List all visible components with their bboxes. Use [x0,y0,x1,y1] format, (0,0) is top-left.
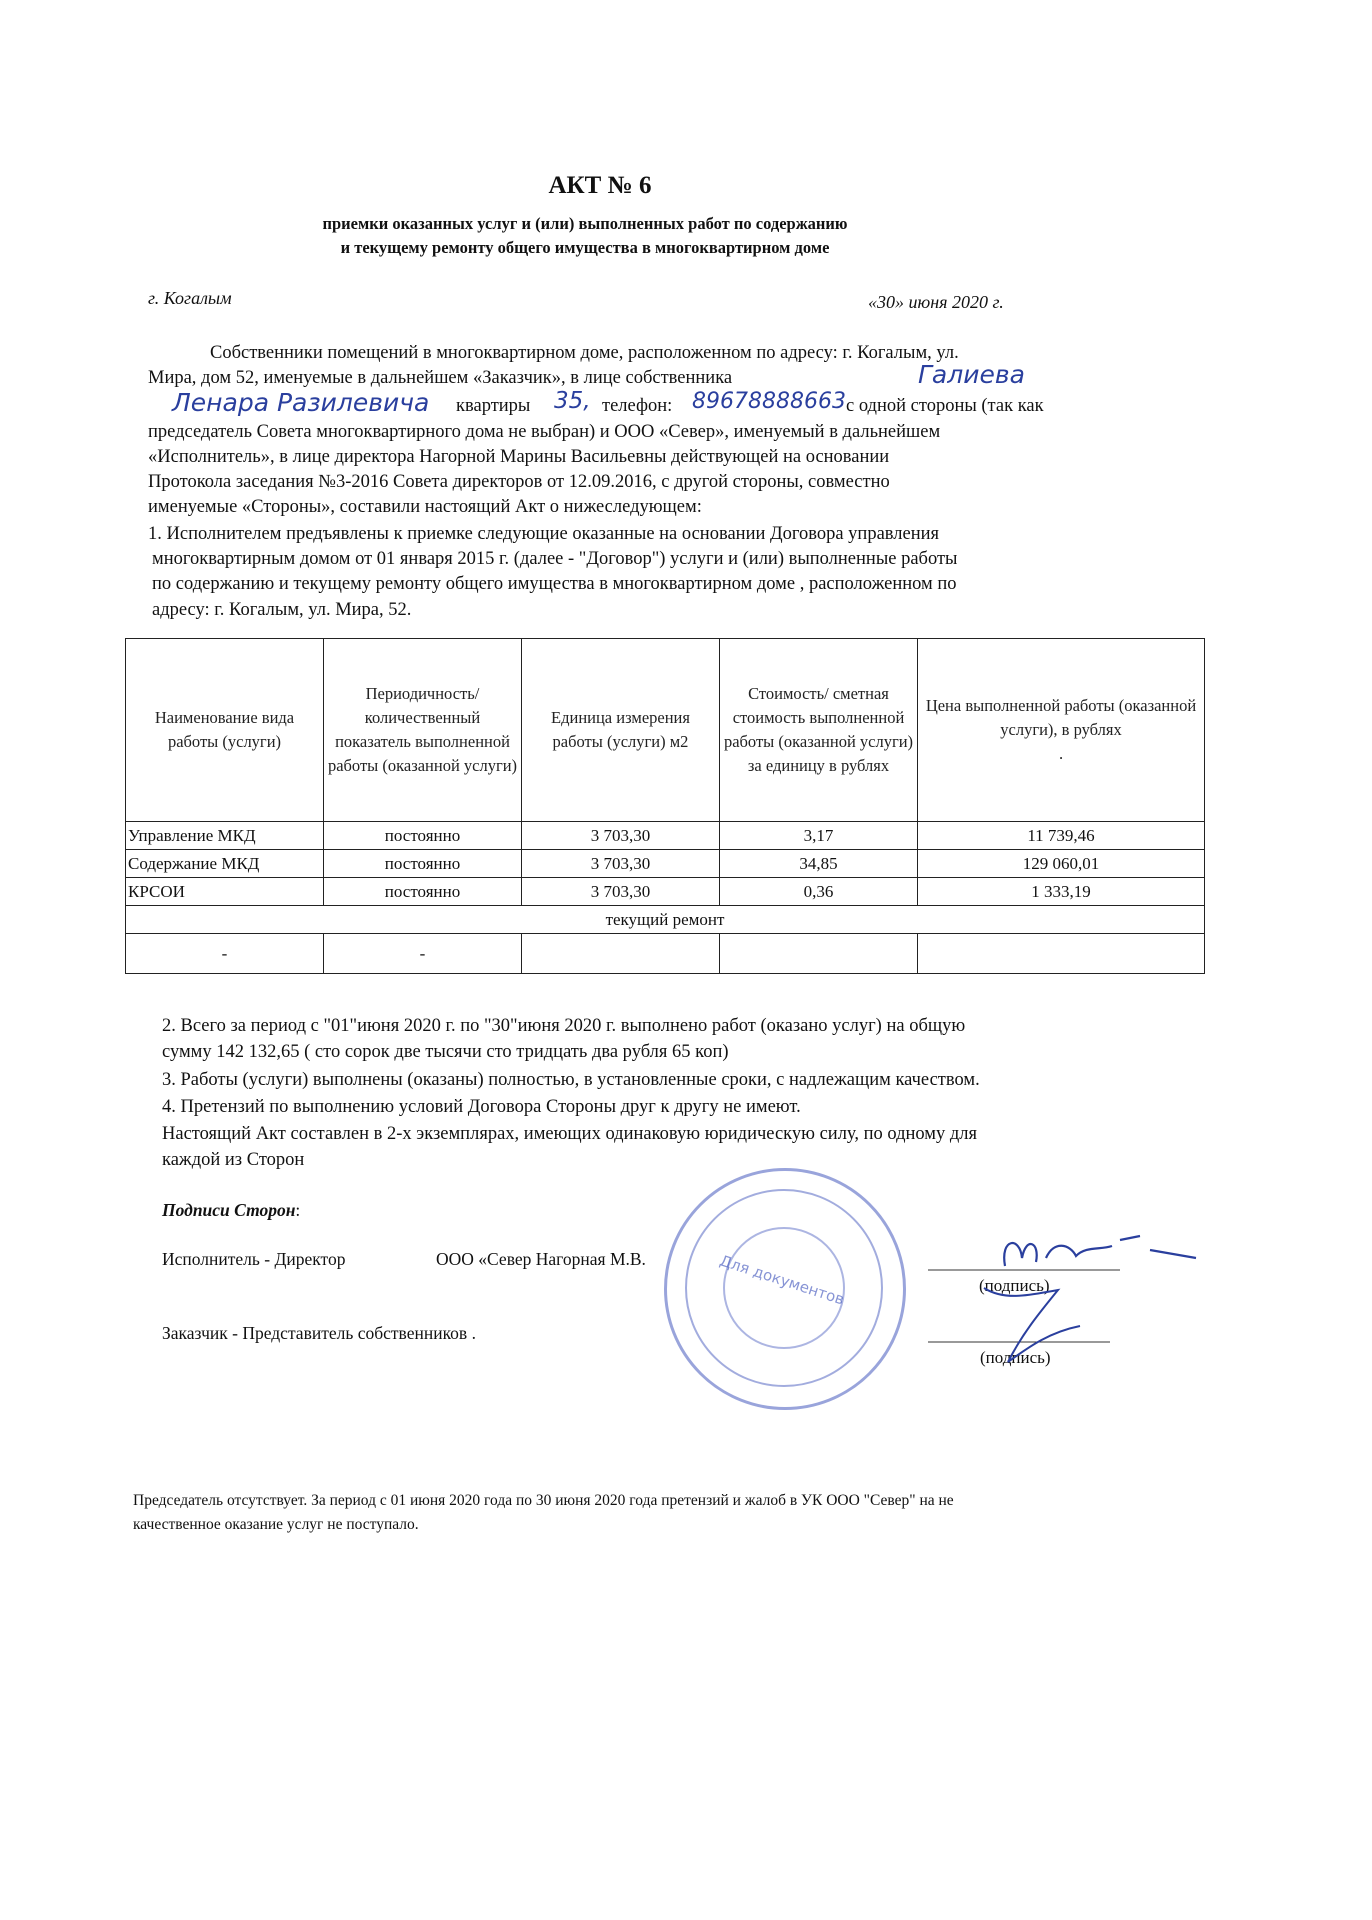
handwritten-surname: Галиева [918,360,1025,389]
executor-sign-label: (подпись) [979,1276,1050,1295]
header-periodicity: Периодичность/ количественный показатель выполненной работы (оказанной услуги) [324,639,522,822]
intro-line-11: адресу: г. Когалым, ул. Мира, 52. [152,600,412,620]
row-2-periodicity: постоянно [324,850,522,878]
empty-row-name: - [126,934,324,974]
row-1-area: 3 703,30 [522,822,720,850]
intro-line-10: по содержанию и текущему ремонту общего имущества в многоквартирном доме , расположенном по [152,574,957,594]
summary-line-3: 3. Работы (услуги) выполнены (оказаны) полностью, в установленные сроки, с надлежащим качеством. [162,1070,980,1090]
row-3-unit-cost: 0,36 [720,878,918,906]
summary-total: сумму 142 132,65 ( сто сорок две тысячи сто тридцать два рубля 65 коп) [162,1042,729,1062]
act-subtitle-line2: и текущему ремонту общего имущества в многоквартирном доме [340,238,830,257]
intro-apartment-label: квартиры [456,396,531,416]
intro-line-7: именуемые «Стороны», составили настоящий Акт о нижеследующем: [148,497,702,517]
row-1-price: 11 739,46 [918,822,1205,850]
city: г. Когалым [148,288,232,308]
handwritten-name: Ленара Разилевича [172,388,430,417]
intro-line-5: «Исполнитель», в лице директора Нагорной Марины Васильевны действующей на основании [148,447,890,467]
row-3-periodicity: постоянно [324,878,522,906]
intro-phone-label: телефон: [602,396,673,416]
header-price: Цена выполненной работы (оказанной услуги), в рублях [925,696,1197,739]
intro-line-3-end: с одной стороны (так как [846,396,1044,416]
intro-line-2: Мира, дом 52, именуемые в дальнейшем «Заказчик», в лице собственника [148,368,733,388]
executor-role: Исполнитель - Директор [162,1249,346,1269]
row-3-name: КРСОИ [126,878,324,906]
handwritten-phone: 89678888663 [692,389,846,414]
row-3-price: 1 333,19 [918,878,1205,906]
intro-line-1: Собственники помещений в многоквартирном доме, расположенном по адресу: г. Когалым, ул. [210,343,959,363]
summary-line-1: 2. Всего за период с "01"июня 2020 г. по "30"июня 2020 г. выполнено работ (оказано услуг) на общую [162,1016,966,1036]
header-unit: Единица измерения работы (услуги) м2 [522,639,720,822]
row-2-price: 129 060,01 [918,850,1205,878]
signatures-heading-text: Подписи Сторон [162,1200,296,1220]
row-2-unit-cost: 34,85 [720,850,918,878]
empty-row-periodicity: - [324,934,522,974]
row-1-name: Управление МКД [126,822,324,850]
header-price-dot: . [1058,744,1064,763]
row-3-area: 3 703,30 [522,878,720,906]
handwritten-apartment: 35, [554,388,591,414]
footnote-line-1: Председатель отсутствует. За период с 01 июня 2020 года по 30 июня 2020 года претензий и жалоб в УК ООО "Север" на не [133,1492,954,1509]
footnote-line-2: качественное оказание услуг не поступало. [133,1516,419,1533]
header-work-name: Наименование вида работы (услуги) [126,639,324,822]
signatures-heading-colon: : [295,1200,301,1220]
customer-role: Заказчик - Представитель собственников . [162,1323,476,1343]
act-title: АКТ № 6 [548,172,652,199]
section-current-repair: текущий ремонт [126,906,1205,934]
row-1-periodicity: постоянно [324,822,522,850]
row-2-area: 3 703,30 [522,850,720,878]
stamp-text: Для документов [717,1251,847,1309]
intro-line-8: 1. Исполнителем предъявлены к приемке следующие оказанные на основании Договора управления [148,524,940,544]
intro-line-4: председатель Совета многоквартирного дома не выбран) и ООО «Север», именуемый в дальнейшем [148,422,941,442]
row-2-name: Содержание МКД [126,850,324,878]
summary-line-5: Настоящий Акт составлен в 2-х экземплярах, имеющих одинаковую юридическую силу, по одному для [162,1124,978,1144]
act-date: «30» июня 2020 г. [868,292,1004,312]
act-subtitle-line1: приемки оказанных услуг и (или) выполненных работ по содержанию [322,214,848,233]
header-unit-cost: Стоимость/ сметная стоимость выполненной работы (оказанной услуги) за единицу в рублях [720,639,918,822]
summary-line-4: 4. Претензий по выполнению условий Договора Стороны друг к другу не имеют. [162,1097,801,1117]
executor-org: ООО «Север Нагорная М.В. [436,1249,646,1269]
row-1-unit-cost: 3,17 [720,822,918,850]
executor-signature [1004,1236,1196,1266]
company-stamp [664,1168,906,1410]
customer-sign-label: (подпись) [980,1348,1051,1367]
customer-signature [984,1288,1080,1362]
intro-line-9: многоквартирным домом от 01 января 2015 г. (далее - "Договор") услуги и (или) выполненные работы [152,549,958,569]
summary-line-6: каждой из Сторон [162,1150,305,1170]
intro-line-6: Протокола заседания №3-2016 Совета директоров от 12.09.2016, с другой стороны, совместно [148,472,890,492]
